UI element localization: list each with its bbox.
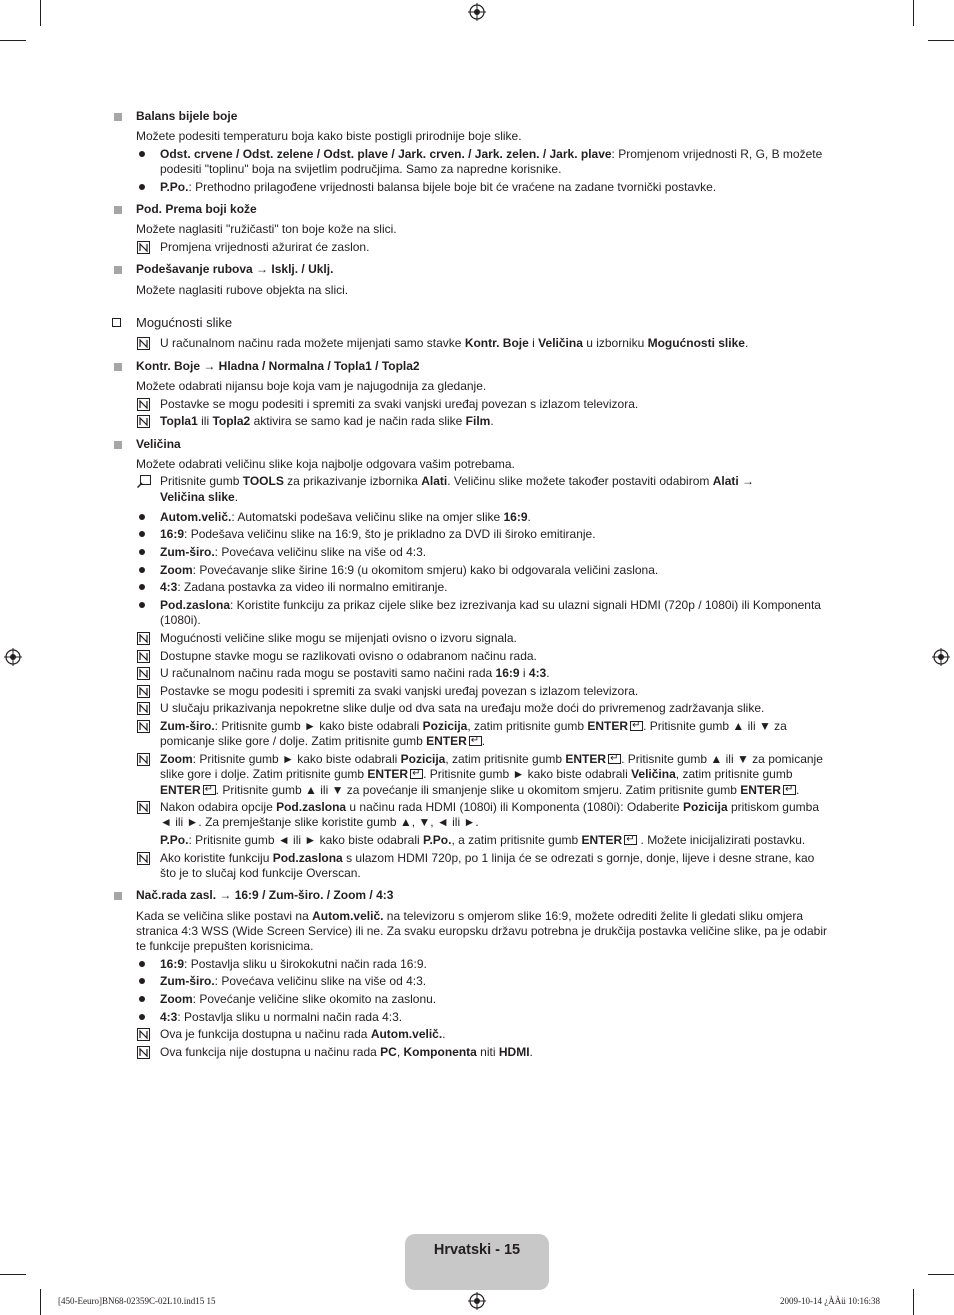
round-bullet: [139, 1014, 145, 1020]
bullet-text: Zoom: Povećanje veličine slike okomito na zaslonu.: [160, 992, 437, 1006]
section-description: Možete odabrati nijansu boje koja vam je najugodnija za gledanje.: [136, 379, 487, 393]
section-heading: Podešavanje rubova → Isklj. / Uklj.: [136, 262, 334, 276]
gray-square-bullet: [114, 266, 122, 274]
note-text: Mogućnosti veličine slike mogu se mijenjati ovisno o izvoru signala.: [160, 631, 517, 645]
section-heading: Balans bijele boje: [136, 109, 238, 123]
bullet-text: podesiti "toplinu" boja na svijetlim područjima. Samo za napredne korisnike.: [160, 162, 562, 176]
bullet-text: Zoom: Povećavanje slike širine 16:9 (u okomitom smjeru) kako bi odgovarala veličini zaslona.: [160, 563, 659, 577]
registration-mark-icon: [468, 3, 486, 21]
bullet-text: Odst. crvene / Odst. zelene / Odst. plave / Jark. crven. / Jark. zelen. / Jark. plave: Promjenom vrijednosti R, G, B možete: [160, 147, 823, 161]
section-description: Kada se veličina slike postavi na Autom.velič. na televizoru s omjerom slike 16:9, možete odrediti želite li gledati sliku omjera: [136, 909, 803, 923]
note-text: Ova funkcija nije dostupna u načinu rada PC, Komponenta niti HDMI.: [160, 1045, 533, 1059]
note-text: Zum-širo.: Pritisnite gumb ► kako biste odabrali Pozicija, zatim pritisnite gumb ENTER↵ . Pritisnite gumb ▲ ili ▼ za: [160, 719, 787, 734]
crop-mark: [0, 1274, 26, 1275]
round-bullet: [139, 961, 145, 967]
note-icon: [137, 753, 150, 766]
note-text: Dostupne stavke mogu se razlikovati ovisno o odabranom načinu rada.: [160, 649, 537, 663]
registration-mark-icon: [468, 1292, 486, 1310]
bullet-text: 16:9: Postavlja sliku u širokokutni način rada 16:9.: [160, 957, 427, 971]
bullet-text: Zum-širo.: Povećava veličinu slike na više od 4:3.: [160, 545, 427, 559]
section-description: stranica 4:3 WSS (Wide Screen Service) ili ne. Za svaku europsku državu potrebna je drukčija postavka veličine slike, pa je odabir: [136, 924, 827, 938]
crop-mark: [0, 40, 26, 41]
note-icon: [137, 801, 150, 814]
note-icon: [137, 650, 150, 663]
section-description: Možete naglasiti "ružičasti" ton boje kože na slici.: [136, 222, 397, 236]
crop-mark: [40, 0, 41, 26]
bullet-text: Zum-širo.: Povećava veličinu slike na više od 4:3.: [160, 974, 427, 988]
note-text: slike gore i dolje. Zatim pritisnite gumb ENTER↵ . Pritisnite gumb ► kako biste odabrali Veličina, zatim pritisnite gumb: [160, 767, 793, 782]
registration-mark-icon: [932, 648, 950, 666]
note-icon: [137, 398, 150, 411]
note-text: Postavke se mogu podesiti i spremiti za svaki vanjski uređaj povezan s izlazom televizora.: [160, 397, 639, 411]
bullet-text: Autom.velič.: Automatski podešava veličinu slike na omjer slike 16:9.: [160, 510, 531, 524]
note-icon: [137, 1028, 150, 1041]
gray-square-bullet: [114, 113, 122, 121]
crop-mark: [40, 1289, 41, 1315]
round-bullet: [139, 549, 145, 555]
note-text: Zoom: Pritisnite gumb ► kako biste odabrali Pozicija, zatim pritisnite gumb ENTER↵ . Pritisnite gumb ▲ ili ▼ za pomicanje: [160, 752, 823, 767]
note-text: što je to slučaj kod funkcije Overscan.: [160, 866, 361, 880]
note-text: U računalnom načinu rada možete mijenjati samo stavke Kontr. Boje i Veličina u izborniku Mogućnosti slike.: [160, 336, 749, 350]
enter-icon: [469, 736, 482, 746]
bullet-text: (1080i).: [160, 613, 201, 627]
note-icon: [137, 415, 150, 428]
bullet-text: 16:9: Podešava veličinu slike na 16:9, što je prikladno za DVD ili široko emitiranje.: [160, 527, 596, 541]
checkbox-square: [112, 318, 121, 327]
note-icon: [137, 685, 150, 698]
gray-square-bullet: [114, 206, 122, 214]
bullet-text: 4:3: Zadana postavka za video ili normalno emitiranje.: [160, 580, 448, 594]
note-icon: [137, 667, 150, 680]
tools-text: Pritisnite gumb TOOLS za prikazivanje izbornika Alati. Veličinu slike možete također postaviti odabirom Alati →: [160, 474, 755, 488]
note-text: U računalnom načinu rada mogu se postaviti samo načini rada 16:9 i 4:3.: [160, 666, 550, 680]
section-heading: Veličina: [136, 437, 181, 451]
note-icon: [137, 852, 150, 865]
note-text: Nakon odabira opcije Pod.zaslona u načinu rada HDMI (1080i) ili Komponenta (1080i): Odaberite Pozicija pritiskom gumba: [160, 800, 819, 814]
note-icon: [137, 632, 150, 645]
note-text: Topla1 ili Topla2 aktivira se samo kad je način rada slike Film.: [160, 414, 494, 428]
bullet-text: 4:3: Postavlja sliku u normalni način rada 4:3.: [160, 1010, 403, 1024]
round-bullet: [139, 996, 145, 1002]
print-timestamp: 2009-10-14 ¿ÀÀü 10:16:38: [780, 1296, 880, 1306]
note-text: P.Po.: Pritisnite gumb ◄ ili ► kako biste odabrali P.Po., a zatim pritisnite gumb ENTER↵ . Možete inicijalizirati postavku.: [160, 833, 805, 848]
subsection-title: Mogućnosti slike: [136, 315, 233, 330]
bullet-text: P.Po.: Prethodno prilagođene vrijednosti balansa bijele boje bit će vraćene na zadane tvornički postavke.: [160, 180, 717, 194]
note-text: pomicanje slike gore / dolje. Zatim pritisnite gumb ENTER↵ .: [160, 734, 485, 749]
enter-icon: [410, 769, 423, 779]
enter-icon: [624, 835, 637, 845]
tools-icon: [137, 475, 151, 488]
note-text: U slučaju prikazivanja nepokretne slike dulje od dva sata na uređaju može doći do privremenog zadržavanja slike.: [160, 701, 765, 715]
section-heading: Kontr. Boje → Hladna / Normalna / Topla1 / Topla2: [136, 359, 420, 373]
gray-square-bullet: [114, 363, 122, 371]
round-bullet: [139, 531, 145, 537]
note-text: ◄ ili ►. Za premještanje slike koristite gumb ▲, ▼, ◄ ili ►.: [160, 815, 479, 829]
crop-mark: [928, 1274, 954, 1275]
enter-icon: [630, 721, 643, 731]
note-icon: [137, 241, 150, 254]
note-icon: [137, 720, 150, 733]
enter-icon: [783, 785, 796, 795]
note-text: Postavke se mogu podesiti i spremiti za svaki vanjski uređaj povezan s izlazom televizora.: [160, 684, 639, 698]
round-bullet: [139, 567, 145, 573]
note-text: ENTER↵ . Pritisnite gumb ▲ ili ▼ za povećanje ili smanjenje slike u okomitom smjeru. Zatim pritisnite gumb ENTER↵ .: [160, 783, 799, 798]
tools-text: Veličina slike.: [160, 490, 239, 504]
round-bullet: [139, 584, 145, 590]
note-icon: [137, 702, 150, 715]
round-bullet: [139, 151, 145, 157]
section-description: te funkcije prepušten korisnicima.: [136, 939, 314, 953]
section-description: Možete odabrati veličinu slike koja najbolje odgovara vašim potrebama.: [136, 457, 515, 471]
registration-mark-icon: [4, 648, 22, 666]
round-bullet: [139, 978, 145, 984]
enter-icon: [203, 785, 216, 795]
crop-mark: [913, 1289, 914, 1315]
print-file-info: [450-Eeuro]BN68-02359C-02L10.ind15 15: [58, 1296, 216, 1306]
note-text: Ako koristite funkciju Pod.zaslona s ulazom HDMI 720p, po 1 linija će se odrezati s gornje, donje, lijeve i desne strane, kao: [160, 851, 815, 865]
enter-icon: [608, 754, 621, 764]
gray-square-bullet: [114, 892, 122, 900]
note-icon: [137, 1046, 150, 1059]
section-description: Možete podesiti temperaturu boja kako biste postigli prirodnije boje slike.: [136, 129, 522, 143]
page-number: Hrvatski - 15: [433, 1242, 521, 1258]
section-heading: Pod. Prema boji kože: [136, 202, 257, 216]
crop-mark: [913, 0, 914, 26]
section-heading: Nač.rada zasl. → 16:9 / Zum-širo. / Zoom / 4:3: [136, 888, 394, 902]
section-description: Možete naglasiti rubove objekta na slici.: [136, 283, 349, 297]
round-bullet: [139, 602, 145, 608]
note-icon: [137, 337, 150, 350]
note-text: Ova je funkcija dostupna u načinu rada Autom.velič..: [160, 1027, 446, 1041]
crop-mark: [928, 40, 954, 41]
note-text: Promjena vrijednosti ažurirat će zaslon.: [160, 240, 370, 254]
round-bullet: [139, 514, 145, 520]
gray-square-bullet: [114, 441, 122, 449]
round-bullet: [139, 184, 145, 190]
bullet-text: Pod.zaslona: Koristite funkciju za prikaz cijele slike bez izrezivanja kad su ulazni signali HDMI (720p / 1080i) ili Komponenta: [160, 598, 821, 612]
